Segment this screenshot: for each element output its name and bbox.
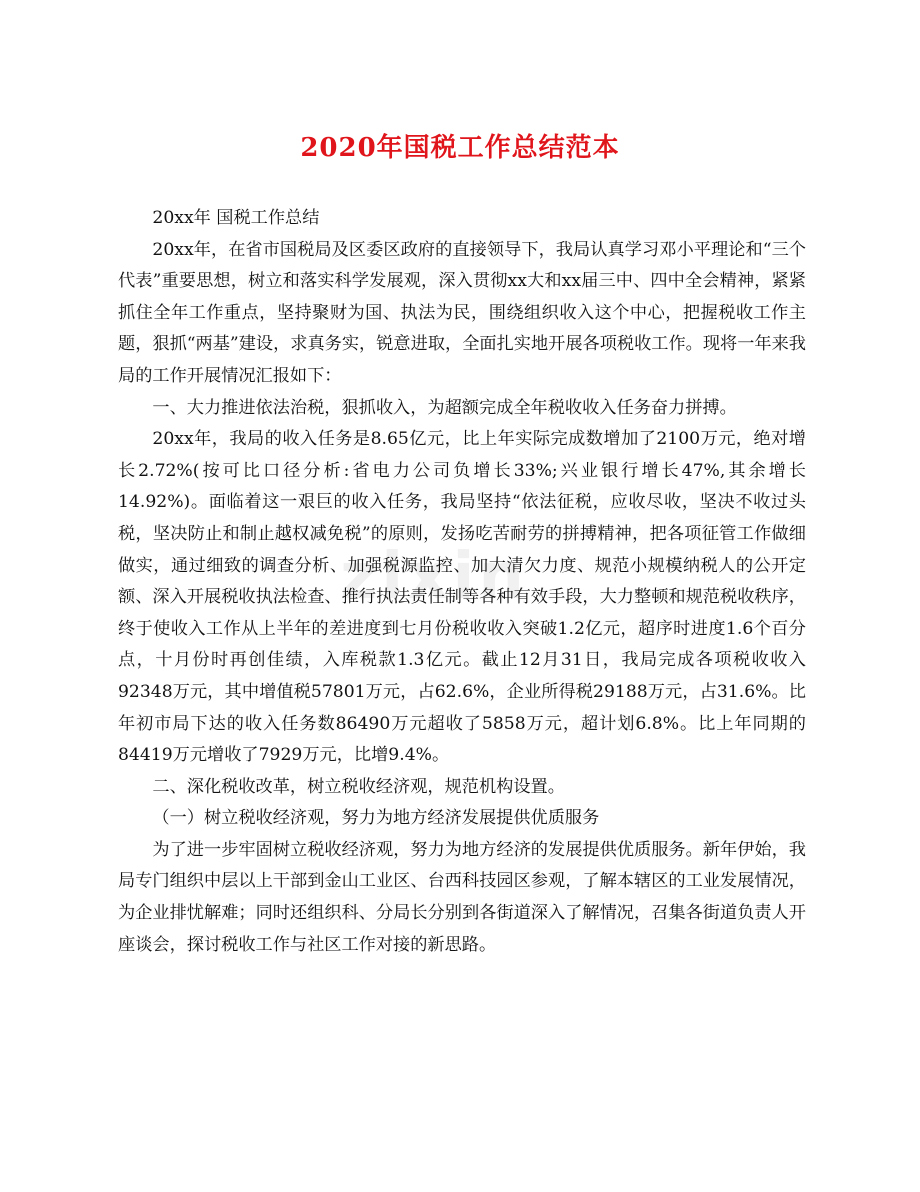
section-heading-2: 二、深化税收改革，树立税收经济观，规范机构设置。: [152, 776, 565, 797]
paragraph-service: 为了进一步牢固树立税收经济观，努力为地方经济的发展提供优质服务。新年伊始，我局专门组织中层以上干部到金山工业区、台西科技园区参观，了解本辖区的工业发展情况，为企业排忧解难；同时还组织科、分局长分别到各街道深入了解情况，召集各街道负责人开座谈会，探讨税收工作与社区工作对接的新思路。: [118, 839, 806, 955]
document-title: 2020年国税工作总结范本: [300, 133, 620, 163]
paragraph-intro: 20xx年，在省市国税局及区委区政府的直接领导下，我局认真学习邓小平理论和“三个代表”重要思想，树立和落实科学发展观，深入贯彻xx大和xx届三中、四中全会精神，紧紧抓住全年工作重点，坚持聚财为国、执法为民，围绕组织收入这个中心，把握税收工作主题，狠抓“两基”建设，求真务实，锐意进取，全面扎实地开展各项税收工作。现将一年来我局的工作开展情况汇报如下：: [118, 239, 806, 386]
section-heading-1: 一、大力推进依法治税，狠抓收入，为超额完成全年税收收入任务奋力拼搏。: [152, 397, 737, 418]
watermark: zixin: [340, 540, 528, 614]
document-body: [118, 203, 806, 961]
subsection-heading-1: （一）树立税收经济观，努力为地方经济发展提供优质服务: [152, 808, 600, 829]
paragraph-revenue: 20xx年，我局的收入任务是8.65亿元，比上年实际完成数增加了2100万元，绝对增长2.72%(按可比口径分析:省电力公司负增长33%;兴业银行增长47%,其余增长14.92%)。面临着这一艰巨的收入任务，我局坚持“依法征税，应收尽收，坚决不收过头税，坚决防止和制止越权减免税”的原则，发扬吃苦耐劳的拼搏精神，把各项征管工作做细做实，通过细致的调查分析、加强税源监控、加大清欠力度、规范小规模纳税人的公开定额、深入开展税收执法检查、推行执法责任制等各种有效手段，大力整顿和规范税收秩序，终于使收入工作从上半年的差进度到七月份税收收入突破1.2亿元，超序时进度1.6个百分点，十月份时再创佳绩，入库税款1.3亿元。截止12月31日，我局完成各项税收收入92348万元，其中增值税57801万元，占62.6%，企业所得税29188万元，占31.6%。比年初市局下达的收入任务数86490万元超收了5858万元，超计划6.8%。比上年同期的84419万元增收了7929万元，比增9.4%。: [118, 429, 806, 766]
paragraph-heading: 20xx年 国税工作总结: [152, 208, 320, 228]
